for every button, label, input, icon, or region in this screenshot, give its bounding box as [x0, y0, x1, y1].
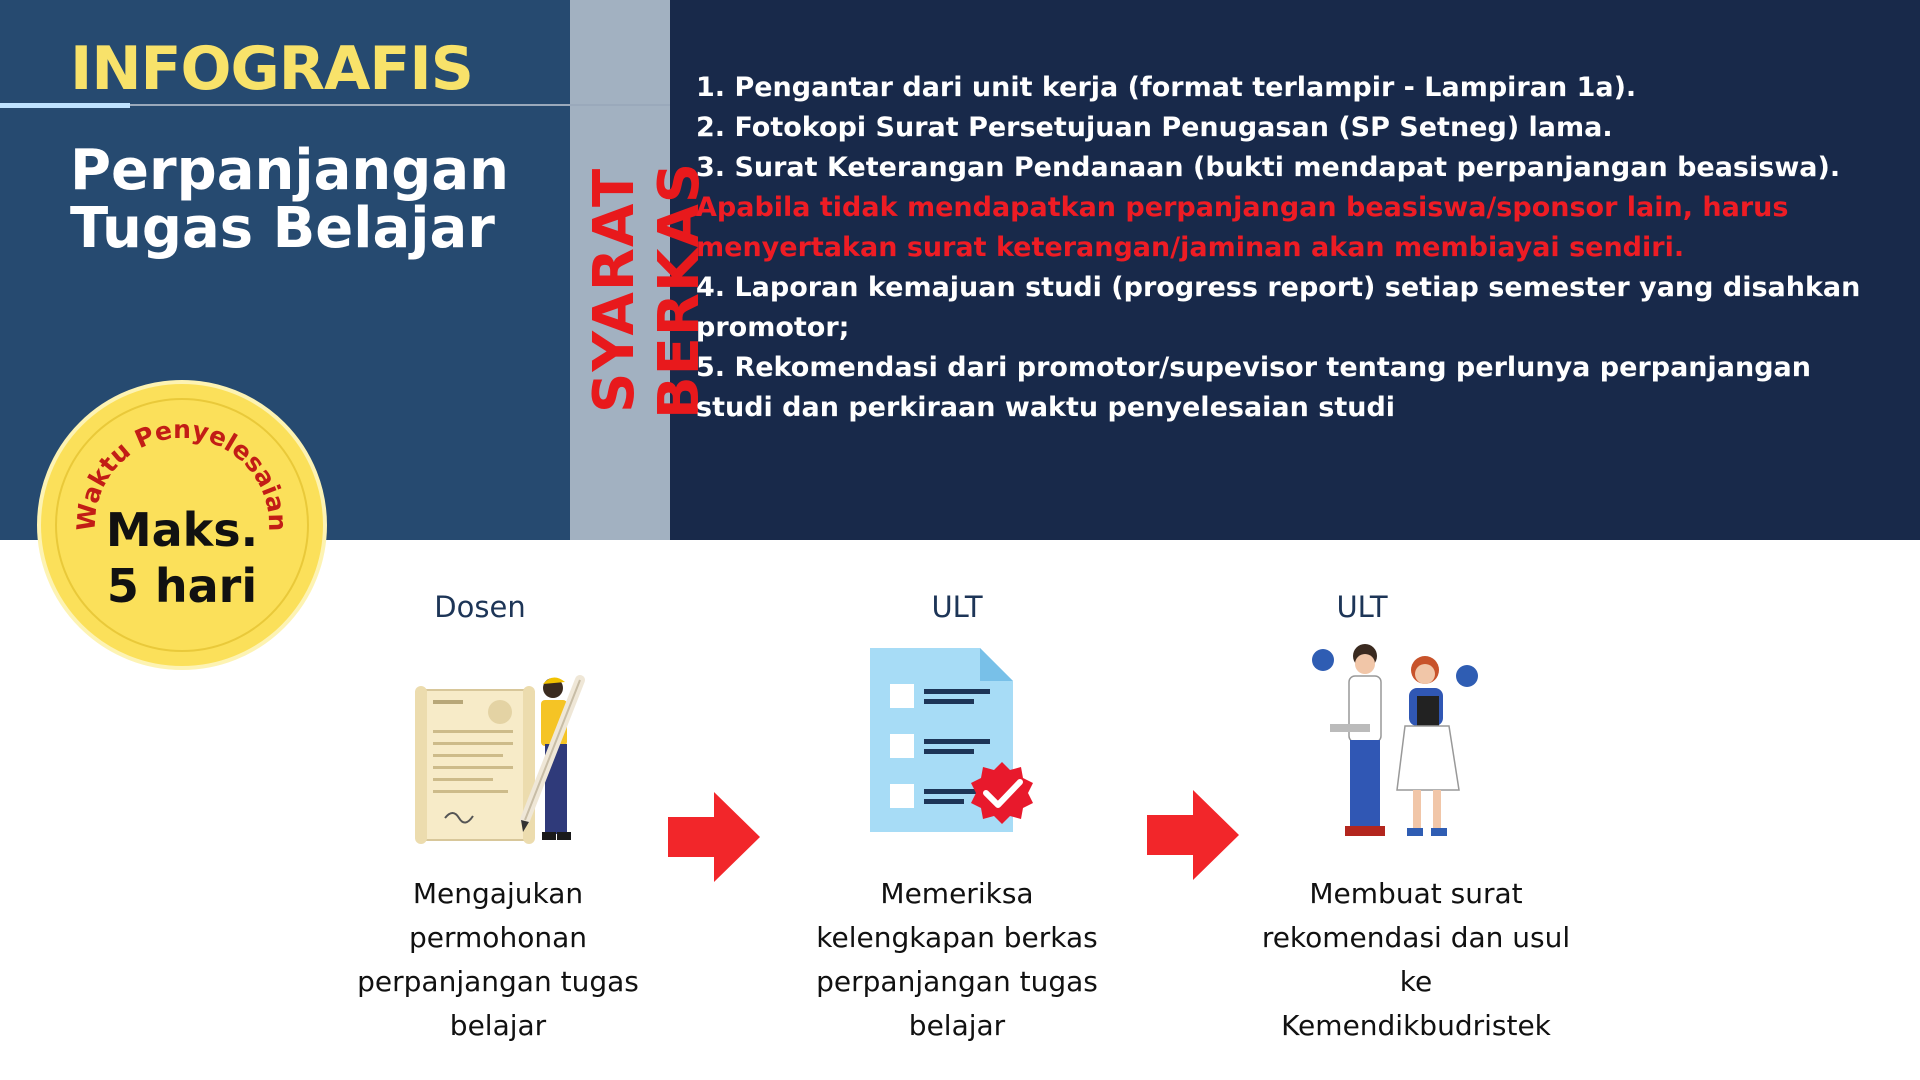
step-1-description: [338, 872, 658, 1048]
requirements-heading: SYARAT BERKAS: [582, 161, 712, 419]
step-1-line-2: permohonan: [409, 921, 587, 954]
completion-time-badge: [37, 380, 327, 670]
step-2-line-3: perpanjangan tugas: [816, 965, 1098, 998]
step-3-actor: ULT: [1336, 590, 1388, 624]
arrow-right-icon: [668, 792, 760, 882]
arrow-right-icon: [1147, 790, 1239, 880]
step-2-line-4: belajar: [908, 1009, 1006, 1042]
step-3-line-2: rekomendasi dan usul ke: [1261, 921, 1571, 998]
requirements-list: [696, 68, 1896, 428]
badge-main-text: [41, 502, 323, 614]
step-2-line-2: kelengkapan berkas: [816, 921, 1098, 954]
step-1-line-3: perpanjangan tugas: [357, 965, 639, 998]
step-2-actor: ULT: [931, 590, 983, 624]
contract-signing-icon: [405, 670, 605, 860]
requirement-item-2: 2. Fotokopi Surat Persetujuan Penugasan (SP Setneg) lama.: [696, 112, 1613, 143]
step-3-line-1: Membuat surat: [1309, 877, 1523, 910]
requirement-item-3: 3. Surat Keterangan Pendanaan (bukti mendapat perpanjangan beasiswa).: [696, 152, 1841, 183]
step-2-line-1: Memeriksa: [880, 877, 1034, 910]
title-line-2: Tugas Belajar: [70, 196, 495, 261]
step-3-line-3: Kemendikbudristek: [1281, 1009, 1551, 1042]
requirement-item-1: 1. Pengantar dari unit kerja (format terlampir - Lampiran 1a).: [696, 72, 1637, 103]
two-people-discussion-icon: [1305, 640, 1485, 860]
step-1-line-1: Mengajukan: [412, 877, 584, 910]
step-1-actor: Dosen: [434, 590, 526, 624]
step-3-description: [1246, 872, 1586, 1048]
checklist-document-icon: [868, 646, 1048, 846]
badge-line-1: Maks.: [105, 503, 259, 557]
step-1-line-4: belajar: [449, 1009, 547, 1042]
badge-line-2: 5 hari: [106, 559, 258, 613]
badge-arc-label: Waktu Penyelesaian: [71, 414, 293, 532]
requirement-item-4: 4. Laporan kemajuan studi (progress report) setiap semester yang disahkan promotor;: [696, 272, 1861, 343]
requirement-note: Apabila tidak mendapatkan perpanjangan beasiswa/sponsor lain, harus menyertakan surat keterangan/jaminan akan membiayai sendiri.: [696, 192, 1789, 263]
title-line-1: Perpanjangan: [70, 138, 509, 203]
brand-label: INFOGRAFIS: [70, 34, 473, 104]
requirement-item-5: 5. Rekomendasi dari promotor/supevisor tentang perlunya perpanjangan studi dan perkiraan waktu penyelesaian studi: [696, 352, 1811, 423]
page-title: [70, 138, 550, 261]
step-2-description: [797, 872, 1117, 1048]
